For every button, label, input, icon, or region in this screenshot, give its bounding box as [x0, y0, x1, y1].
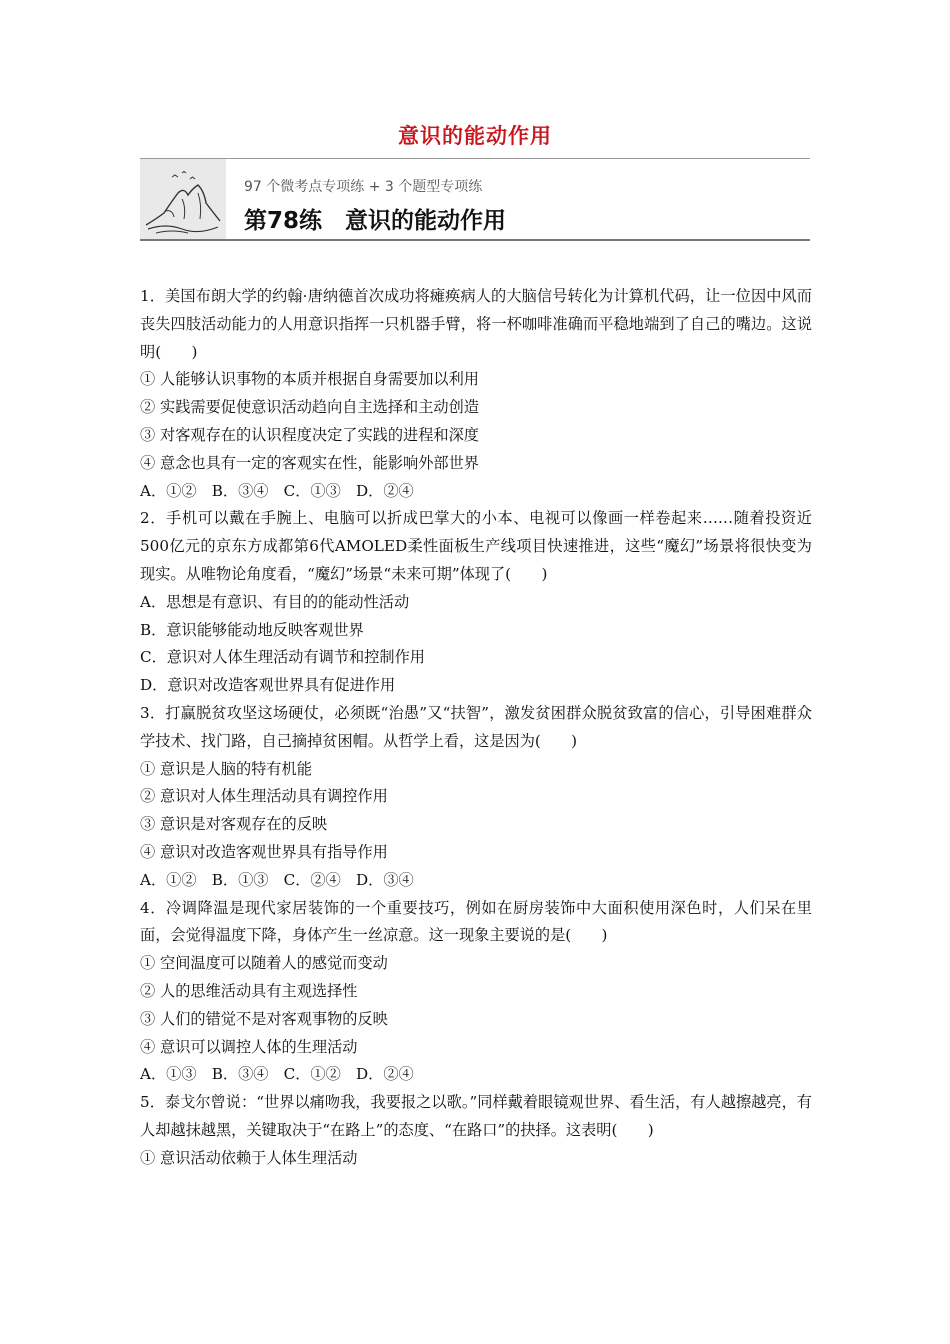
question-stem: 5．泰戈尔曾说：“世界以痛吻我，我要报之以歌。”同样戴着眼镜观世界、看生活，有人越擦越亮，有人却越抹越黑，关键取决于“在路上”的态度、“在路口”的抉择。这表明( )	[140, 1093, 812, 1139]
banner-bottom-rule	[140, 239, 810, 241]
question-option: C．意识对人体生理活动有调节和控制作用	[140, 648, 425, 667]
question-option: ① 人能够认识事物的本质并根据自身需要加以利用	[140, 370, 479, 389]
question-list	[140, 283, 812, 1173]
question-option: ③ 意识是对客观存在的反映	[140, 815, 328, 834]
question-2	[140, 505, 812, 700]
question-option: D．意识对改造客观世界具有促进作用	[140, 676, 396, 695]
question-option: ② 人的思维活动具有主观选择性	[140, 981, 358, 1000]
question-option: ② 实践需要促使意识活动趋向自主选择和主动创造	[140, 398, 479, 417]
question-option: ① 意识活动依赖于人体生理活动	[140, 1148, 358, 1167]
question-option: A．思想是有意识、有目的的能动性活动	[140, 592, 410, 611]
question-option: ② 意识对人体生理活动具有调控作用	[140, 787, 388, 806]
question-4	[140, 895, 812, 1090]
mountain-landscape-icon	[140, 159, 226, 239]
question-option: ① 空间温度可以随着人的感觉而变动	[140, 954, 388, 973]
question-option: ④ 意念也具有一定的客观实在性，能影响外部世界	[140, 453, 479, 472]
question-option: ④ 意识可以调控人体的生理活动	[140, 1037, 358, 1056]
question-1	[140, 283, 812, 505]
question-option: ④ 意识对改造客观世界具有指导作用	[140, 842, 388, 861]
question-stem: 1．美国布朗大学的约翰·唐纳德首次成功将瘫痪病人的大脑信号转化为计算机代码，让一位因中风而丧失四肢活动能力的人用意识指挥一只机器手臂，将一杯咖啡准确而平稳地端到了自己的嘴边。这说明( )	[140, 287, 812, 361]
question-5	[140, 1089, 812, 1172]
page-title: 意识的能动作用	[398, 124, 552, 148]
question-option: ③ 人们的错觉不是对客观事物的反映	[140, 1009, 388, 1028]
question-stem: 2．手机可以戴在手腕上、电脑可以折成巴掌大的小本、电视可以像画一样卷起来……随着投资近500亿元的京东方成都第6代AMOLED柔性面板生产线项目快速推进，这些“魔幻”场景将很快变为现实。从唯物论角度看，“魔幻”场景“未来可期”体现了( )	[140, 509, 812, 583]
answer-choices: A．①② B．①③ C．②④ D．③④	[140, 870, 414, 889]
section-banner	[140, 158, 810, 242]
banner-heading: 第78练 意识的能动作用	[244, 208, 507, 234]
banner-top-rule	[140, 158, 810, 159]
question-option: ① 意识是人脑的特有机能	[140, 759, 312, 778]
question-3	[140, 700, 812, 895]
answer-choices: A．①③ B．③④ C．①② D．②④	[140, 1065, 414, 1084]
answer-choices: A．①② B．③④ C．①③ D．②④	[140, 481, 414, 500]
banner-subtitle: 97 个微考点专项练 + 3 个题型专项练	[244, 179, 483, 195]
question-option: B．意识能够能动地反映客观世界	[140, 620, 364, 639]
question-stem: 3．打赢脱贫攻坚这场硬仗，必须既“治愚”又“扶智”，激发贫困群众脱贫致富的信心，引导困难群众学技术、找门路，自己摘掉贫困帽。从哲学上看，这是因为( )	[140, 703, 812, 750]
question-option: ③ 对客观存在的认识程度决定了实践的进程和深度	[140, 425, 479, 444]
question-stem: 4．冷调降温是现代家居装饰的一个重要技巧，例如在厨房装饰中大面积使用深色时，人们呆在里面，会觉得温度下降，身体产生一丝凉意。这一现象主要说的是( )	[140, 898, 812, 945]
